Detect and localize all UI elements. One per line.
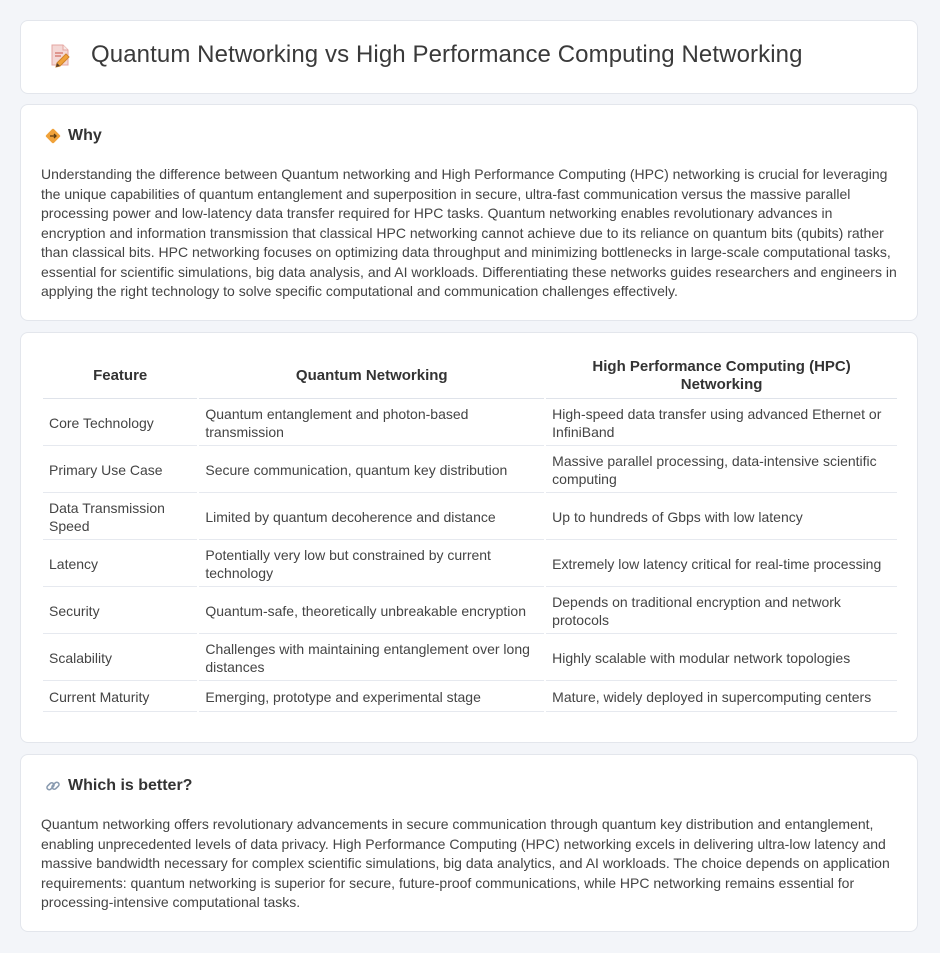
row-feature: Data Transmission Speed [43, 495, 197, 540]
row-hpc: Depends on traditional encryption and network protocols [546, 589, 897, 634]
row-hpc: High-speed data transfer using advanced Ethernet or InfiniBand [546, 401, 897, 446]
row-hpc: Massive parallel processing, data-intensive scientific computing [546, 448, 897, 493]
table-row [43, 636, 897, 681]
row-hpc: Extremely low latency critical for real-time processing [546, 542, 897, 587]
better-heading [45, 777, 192, 795]
row-quantum: Potentially very low but constrained by current technology [199, 542, 544, 587]
row-feature: Security [43, 589, 197, 634]
why-title: Why [68, 127, 102, 144]
table-row [43, 589, 897, 634]
table-row [43, 542, 897, 587]
link-icon [45, 778, 61, 794]
row-quantum: Secure communication, quantum key distribution [199, 448, 544, 493]
row-feature: Current Maturity [43, 683, 197, 712]
row-hpc: Highly scalable with modular network topologies [546, 636, 897, 681]
row-quantum: Quantum-safe, theoretically unbreakable encryption [199, 589, 544, 634]
page-title: Quantum Networking vs High Performance Computing Networking [91, 41, 803, 68]
table-row [43, 448, 897, 493]
which-better-section [20, 754, 918, 932]
row-hpc: Up to hundreds of Gbps with low latency [546, 495, 897, 540]
row-quantum: Limited by quantum decoherence and distance [199, 495, 544, 540]
row-quantum: Emerging, prototype and experimental stage [199, 683, 544, 712]
title-row [47, 41, 803, 69]
row-hpc: Mature, widely deployed in supercomputing centers [546, 683, 897, 712]
table-row [43, 401, 897, 446]
comparison-table [41, 352, 899, 714]
comparison-section [20, 332, 918, 743]
table-header-row [43, 354, 897, 399]
why-section [20, 104, 918, 321]
row-feature: Latency [43, 542, 197, 587]
table-row [43, 495, 897, 540]
why-heading [45, 127, 102, 145]
row-feature: Primary Use Case [43, 448, 197, 493]
better-title: Which is better? [68, 777, 193, 794]
row-quantum: Quantum entanglement and photon-based transmission [199, 401, 544, 446]
why-text: Understanding the difference between Quantum networking and High Performance Computing (HPC) networking is crucial for leveraging the unique capabilities of quantum entanglement and superposition in secure, ultra-fast communication versus the massive parallel processing power and low-latency data transfer required for HPC tasks. Quantum networking enables revolutionary advances in encryption and information transmission that classical HPC networking cannot achieve due to its reliance on quantum bits (qubits) rather than classical bits. HPC networking focuses on optimizing data throughput and minimizing bottlenecks in large-scale computational tasks, essential for scientific simulations, big data analysis, and AI workloads. Differentiating these networks guides researchers and engineers in applying the right technology to solve specific computational and communication challenges effectively. [41, 166, 897, 299]
row-feature: Core Technology [43, 401, 197, 446]
diamond-arrows-icon [45, 128, 61, 144]
table-row [43, 683, 897, 712]
row-quantum: Challenges with maintaining entanglement over long distances [199, 636, 544, 681]
title-card [20, 20, 918, 94]
header-feature: Feature [43, 354, 197, 399]
document-pencil-icon [47, 42, 73, 68]
header-quantum: Quantum Networking [199, 354, 544, 399]
header-hpc: High Performance Computing (HPC) Networking [546, 354, 897, 399]
better-text: Quantum networking offers revolutionary advancements in secure communication through quantum key distribution and entanglement, enabling unprecedented levels of data privacy. High Performance Computing (HPC) networking excels in delivering ultra-low latency and massive bandwidth necessary for complex scientific simulations, big data analytics, and AI workloads. The choice depends on application requirements: quantum networking is superior for secure, future-proof communications, while HPC networking remains essential for processing-intensive computational tasks. [41, 816, 890, 910]
row-feature: Scalability [43, 636, 197, 681]
